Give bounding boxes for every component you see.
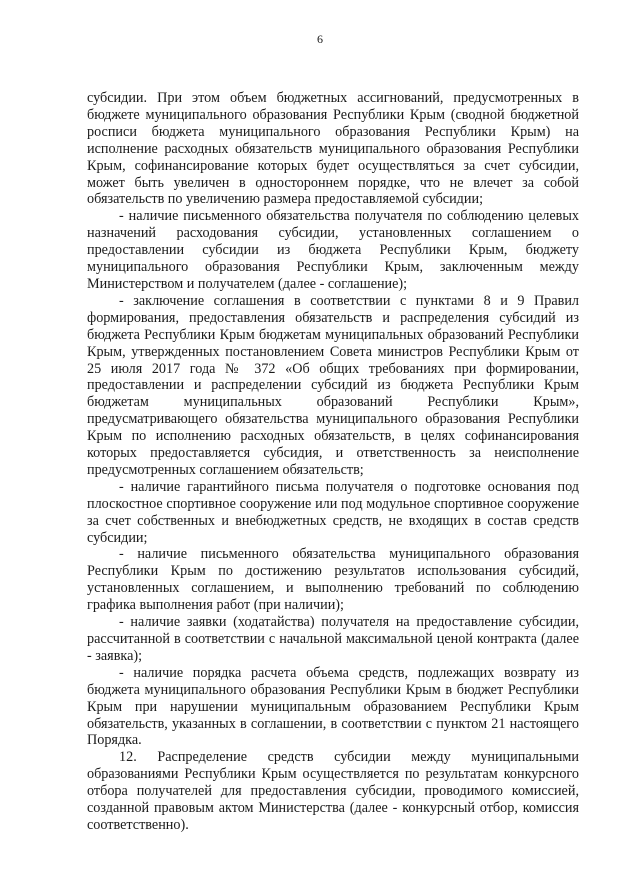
paragraph-application: - наличие заявки (ходатайства) получателя на предоставление субсидии, рассчитанной в соответствии с начальной максимальной ценой контракта (далее - заявка); [87, 614, 579, 664]
paragraph-agreement-conclusion: - заключение соглашения в соответствии с пунктами 8 и 9 Правил формирования, предоставления обязательств и распределения субсидий из бюджета Республики Крым бюджетам муниципальных образований Республики Крым, утвержденных постановлением Совета министров Республики Крым от 25 июля 2017 года № 372 «Об общих требованиях при формировании, предоставлении и распределении субсидий из бюджета Республики Крым бюджетам муниципальных образований Республики Крым», предусматривающего обязательства муниципального образования Республики Крым по исполнению расходных обязательств, в целях софинансирования которых предоставляется субсидия, и ответственность за неисполнение предусмотренных соглашением обязательств; [87, 292, 579, 478]
page-number: 6 [317, 32, 323, 46]
paragraph-refund-procedure: - наличие порядка расчета объема средств, подлежащих возврату из бюджета муниципального образования Республики Крым в бюджет Республики Крым при нарушении муниципальным образованием Республики Крым обязательств, указанных в соглашении, в соответствии с пунктом 21 настоящего Порядка. [87, 664, 579, 749]
paragraph-item-12-distribution: 12. Распределение средств субсидии между муниципальными образованиями Республики Крым осуществляется по результатам конкурсного отбора получателей для предоставления субсидии, проводимого комиссией, созданной правовым актом Министерства (далее - конкурсный отбор, комиссия соответственно). [87, 749, 579, 833]
paragraph-municipal-obligation: - наличие письменного обязательства муниципального образования Республики Крым по достижению результатов использования субсидий, установленных соглашением, и выполнению требований по соблюдению графика выполнения работ (при наличии); [87, 546, 579, 614]
paragraph-written-obligation-recipient: - наличие письменного обязательства получателя по соблюдению целевых назначений расходования субсидии, установленных соглашением о предоставлении субсидии из бюджета Республики Крым, бюджету муниципального образования Республики Крым, заключенным между Министерством и получателем (далее - соглашение); [87, 208, 579, 292]
paragraph-guarantee-letter: - наличие гарантийного письма получателя о подготовке основания под плоскостное спортивное сооружение или под модульное спортивное сооружение за счет собственных и внебюджетных средств, не входящих в состав средств субсидии; [87, 478, 579, 546]
document-body [87, 90, 579, 834]
paragraph-subsidy-continuation: субсидии. При этом объем бюджетных ассигнований, предусмотренных в бюджете муниципального образования Республики Крым (сводной бюджетной росписи бюджета муниципального образования Республики Крым) на исполнение расходных обязательств муниципального образования Республики Крым, софинансирование которых будет осуществляться за счет субсидии, может быть увеличен в одностороннем порядке, что не влечет за собой обязательств по увеличению размера предоставляемой субсидии; [87, 90, 579, 208]
